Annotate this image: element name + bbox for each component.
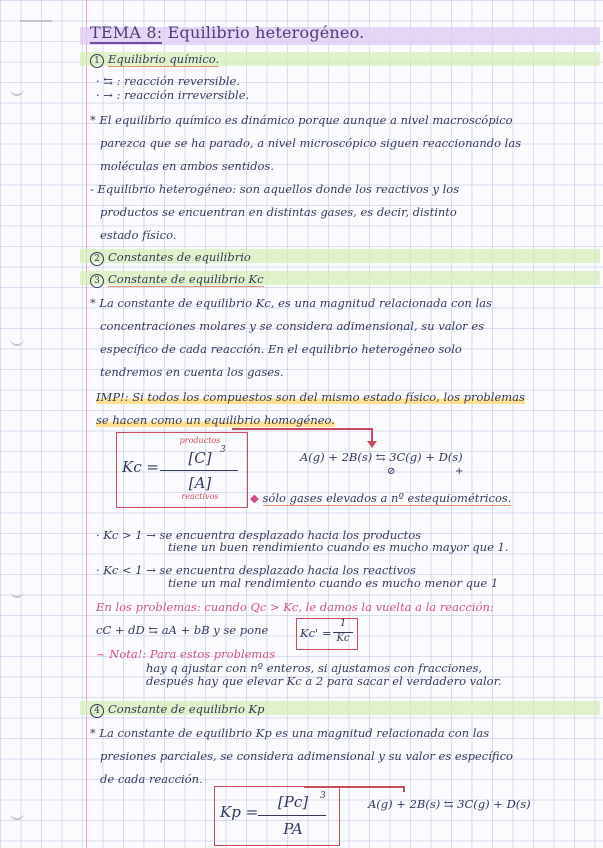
- connector-line: [304, 786, 404, 788]
- kc-denominator: [A]: [188, 474, 212, 492]
- kc-label: Kc =: [122, 458, 159, 476]
- section-title: Constante de equilibrio Kp: [108, 702, 265, 716]
- reversible-symbol-line: · ⇆ : reacción reversible.: [96, 74, 241, 88]
- paragraph-line: productos se encuentran en distintas gases, es decir, distinto: [100, 205, 457, 219]
- nota-line: después hay que elevar Kc a 2 para sacar el verdadero valor.: [146, 674, 502, 688]
- struck-mark: ⊘: [387, 466, 396, 477]
- kp-label: Kp =: [220, 803, 259, 821]
- imp-text: se hacen como un equilibrio homogéneo.: [96, 413, 335, 427]
- kc-reaction: A(g) + 2B(s) ⇆ 3C(g) + D(s): [300, 450, 463, 464]
- section-number: 2: [90, 252, 104, 266]
- paragraph-line: de cada reacción.: [100, 772, 203, 786]
- connector-line: [371, 428, 373, 442]
- section-number: 4: [90, 704, 104, 718]
- fraction-line: [160, 470, 238, 471]
- punch-hole-mark: [10, 812, 24, 820]
- section-title: Constantes de equilibrio: [108, 250, 251, 264]
- paragraph-line: estado físico.: [100, 228, 177, 242]
- kc-prime-numerator: 1: [339, 618, 347, 629]
- kc-less-line: · Kc < 1 → se encuentra desplazado hacia los reactivos: [96, 563, 416, 577]
- paragraph-line: * La constante de equilibrio Kp es una magnitud relacionada con las: [90, 726, 490, 740]
- kc-greater-line: · Kc > 1 → se encuentra desplazado hacia los productos: [96, 528, 422, 542]
- section-number: 1: [90, 54, 104, 68]
- kp-reaction: A(g) + 2B(s) ⇆ 3C(g) + D(s): [368, 797, 531, 811]
- plus-mark: +: [455, 466, 464, 477]
- section-number: 3: [90, 274, 104, 288]
- punch-hole-mark: [10, 338, 24, 346]
- kp-numerator: [Pc]: [277, 793, 309, 811]
- margin-line: [86, 0, 87, 848]
- section-title: Constante de equilibrio Kc: [108, 272, 264, 286]
- title-label: TEMA 8:: [90, 23, 163, 42]
- kc-greater-line: tiene un buen rendimiento cuando es mucho mayor que 1.: [168, 540, 509, 554]
- paragraph-line: tendremos en cuenta los gases.: [100, 365, 284, 379]
- section-2-heading: [90, 250, 251, 266]
- kc-less-line: tiene un mal rendimiento cuando es mucho menor que 1: [168, 576, 499, 590]
- problems-line: En los problemas: cuando Qc > Kc, le damos la vuelta a la reacción:: [96, 600, 494, 614]
- arrow-head: [367, 441, 377, 448]
- paragraph-line: * La constante de equilibrio Kc, es una magnitud relacionada con las: [90, 296, 492, 310]
- connector-line: [403, 786, 405, 792]
- paragraph-line: específico de cada reacción. En el equilibrio heterogéneo solo: [100, 342, 462, 356]
- kc-prime-label: Kc' =: [300, 626, 332, 640]
- nota-text: ~ Nota!: Para estos problemas: [96, 647, 276, 661]
- punch-hole-mark: [10, 590, 24, 598]
- page-title: [90, 23, 365, 42]
- section-title: Equilibrio químico.: [108, 52, 220, 66]
- kp-exponent: 3: [320, 791, 326, 801]
- paragraph-line: concentraciones molares y se considera adimensional, su valor es: [100, 319, 485, 333]
- punch-hole-mark: [10, 88, 24, 96]
- paragraph-line: parezca que se ha parado, a nivel microscópico siguen reaccionando las: [100, 136, 522, 150]
- imp-line: [96, 390, 525, 404]
- paragraph-line: - Equilibrio heterogéneo: son aquellos donde los reactivos y los: [90, 182, 460, 196]
- title-text: Equilibrio heterogéneo.: [167, 23, 365, 42]
- top-mark: [20, 20, 52, 22]
- problems-line: cC + dD ⇆ aA + bB y se pone: [96, 623, 269, 637]
- section-4-heading: [90, 702, 265, 718]
- nota-line: hay q ajustar con nº enteros, si ajustamos con fracciones,: [146, 661, 483, 675]
- section-3-heading: [90, 272, 264, 288]
- denominator-note: reactivos: [181, 492, 219, 501]
- section-1-heading: [90, 52, 219, 68]
- imp-text: IMP!: Si todos los compuestos son del mismo estado físico, los problemas: [96, 390, 525, 404]
- paragraph-line: * El equilibrio químico es dinámico porque aunque a nivel macroscópico: [90, 113, 513, 127]
- paragraph-line: moléculas en ambos sentidos.: [100, 159, 274, 173]
- fraction-line: [258, 815, 326, 816]
- imp-line: [96, 413, 335, 427]
- irreversible-symbol-line: · → : reacción irreversible.: [96, 88, 250, 102]
- paragraph-line: presiones parciales, se considera adimensional y su valor es específico: [100, 749, 513, 763]
- kp-denominator: PA: [283, 820, 303, 838]
- nota-line: [96, 647, 275, 661]
- kc-note-text: sólo gases elevados a nº estequiométricos.: [262, 491, 512, 505]
- kc-exponent: 3: [220, 445, 226, 455]
- numerator-note: productos: [179, 436, 221, 445]
- kc-note: ◆ sólo gases elevados a nº estequiométricos.: [250, 491, 512, 505]
- kc-numerator: [C]: [188, 449, 212, 467]
- kc-prime-denominator: Kc: [336, 633, 350, 644]
- connector-line: [232, 428, 372, 430]
